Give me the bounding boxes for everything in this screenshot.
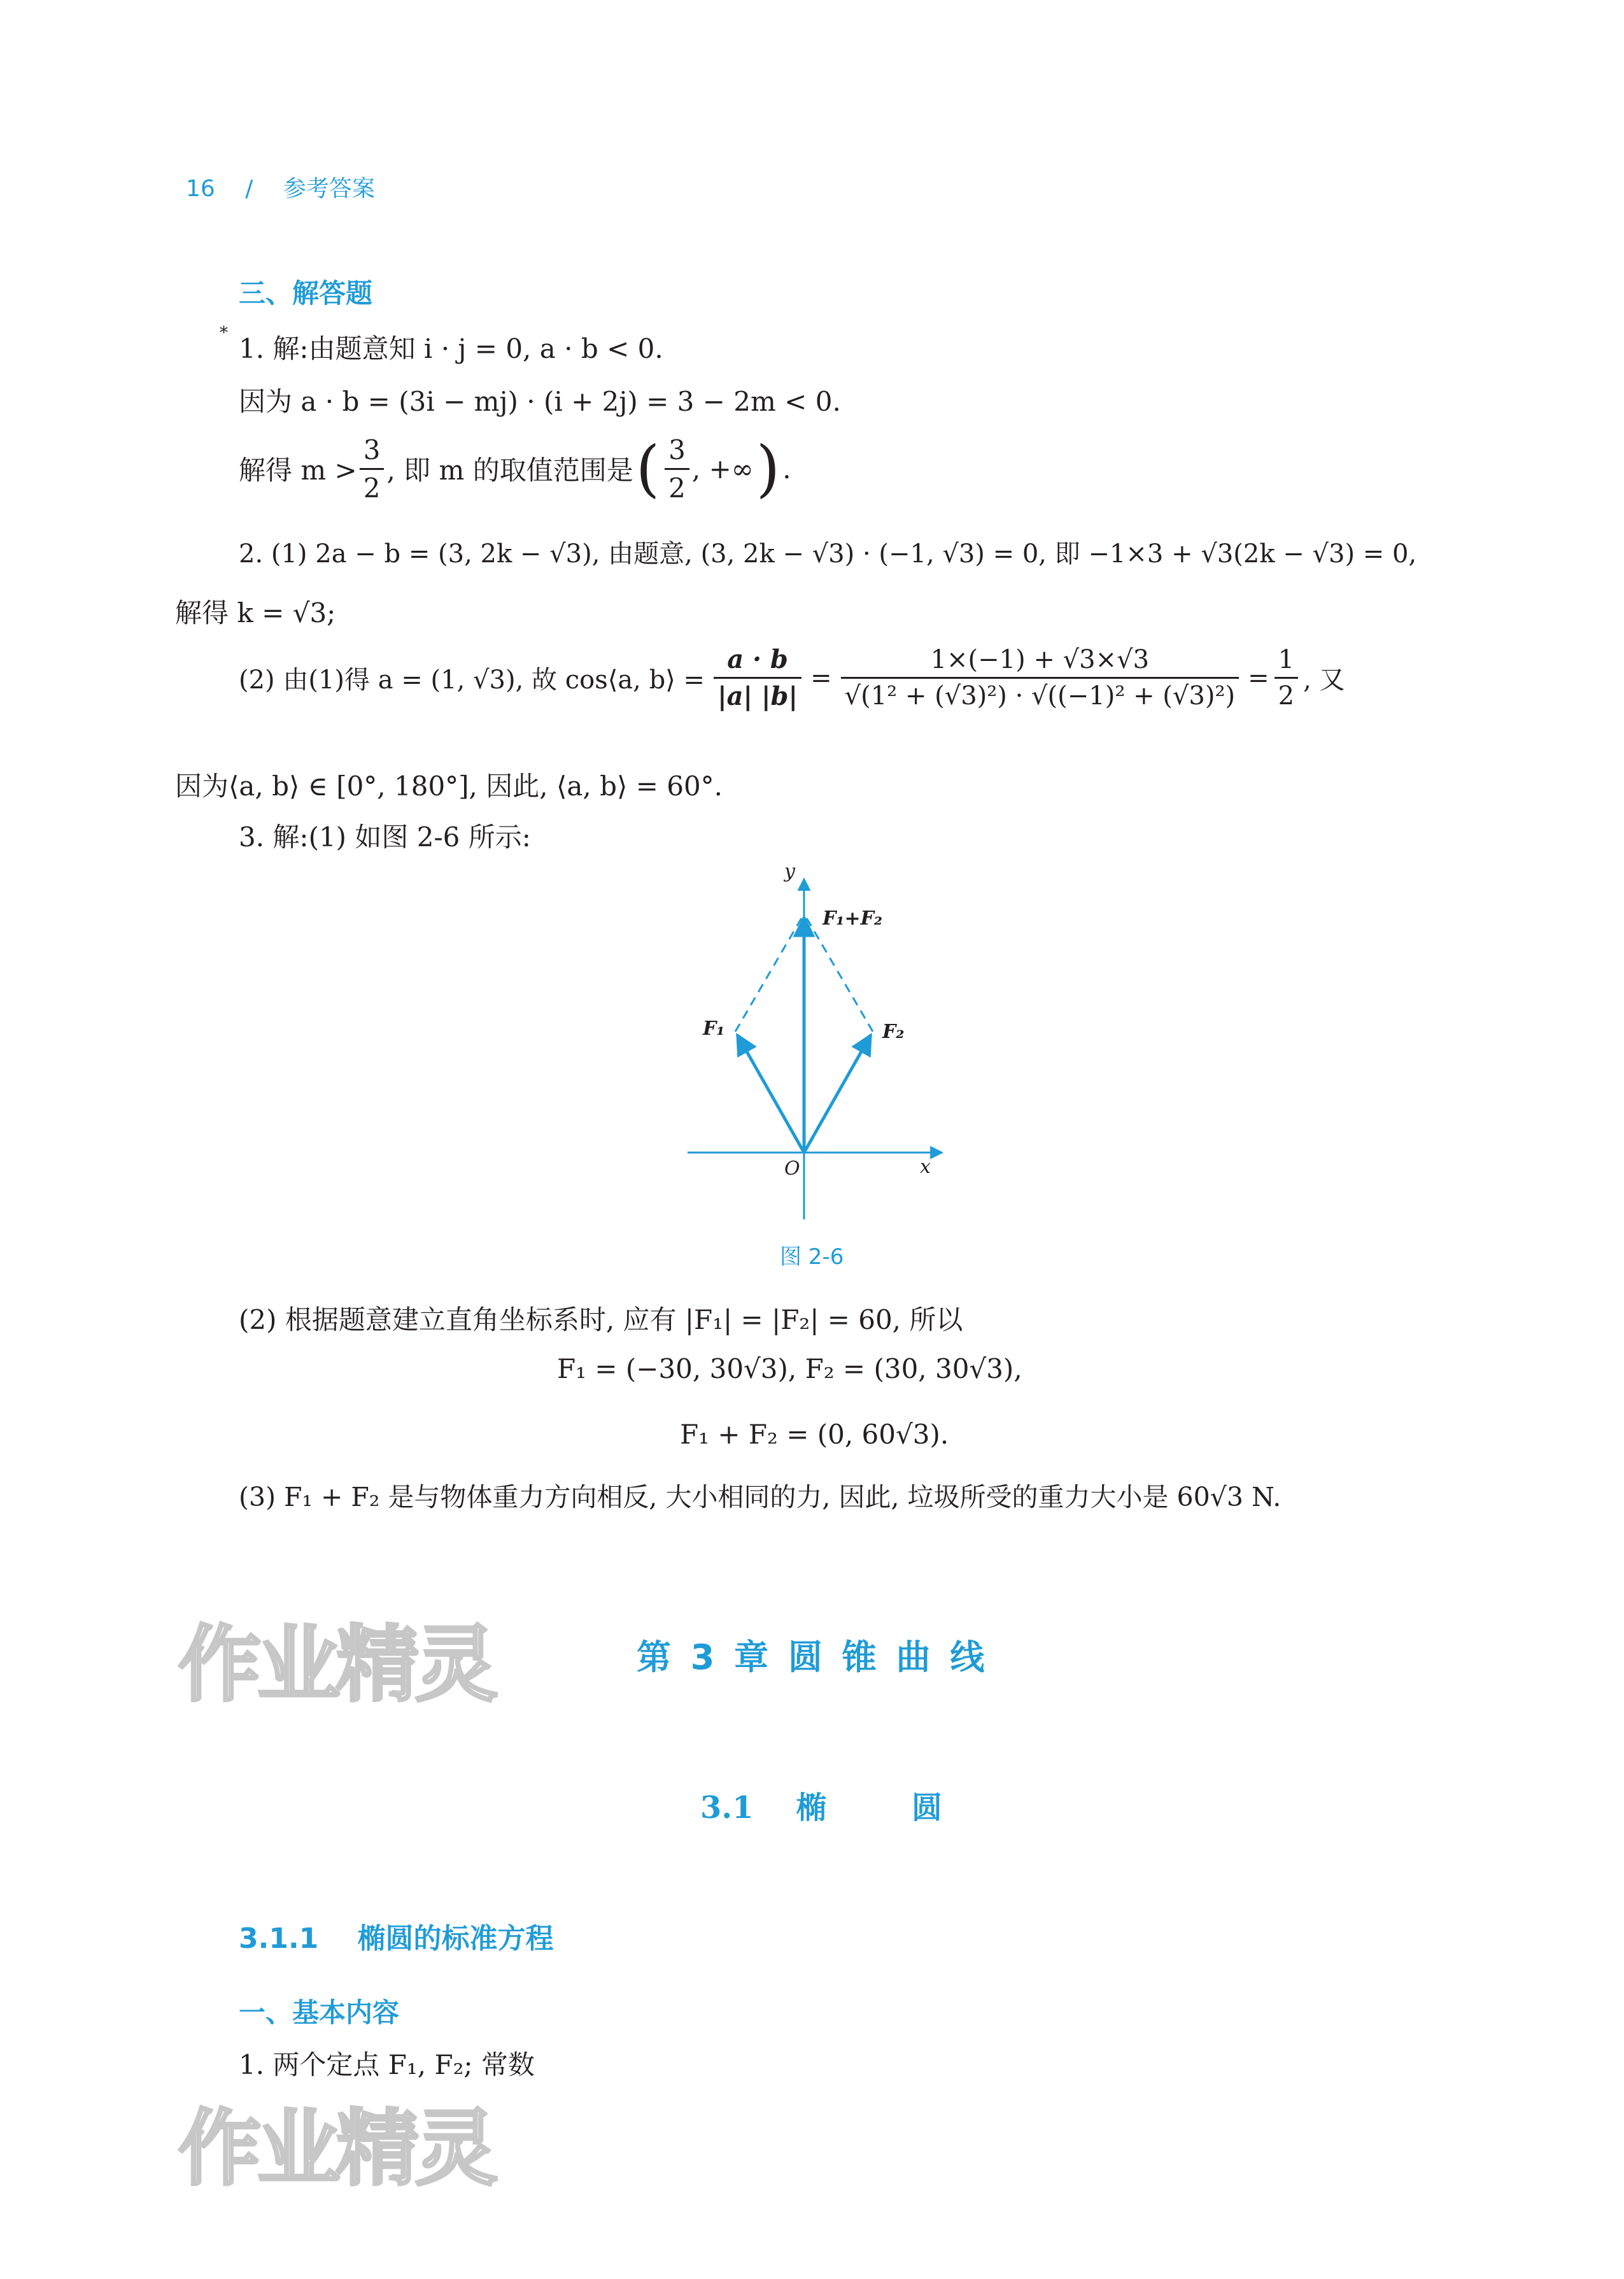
q1-line3: [239, 433, 791, 504]
q2-part1-line1: 2. (1) 2a − b = (3, 2k − √3), 由题意, (3, 2k − √3) · (−1, √3) = 0, 即 −1×3 + √3(2k − √3) = 0,: [239, 539, 1417, 569]
fraction-range-start: [665, 434, 689, 504]
q3-intro: 3. 解:(1) 如图 2-6 所示:: [239, 821, 531, 853]
subsection-title: 3.1.1 椭圆的标准方程: [239, 1922, 554, 1955]
fraction-denominator: |a| |b|: [714, 677, 801, 711]
q2-part2-line1: [239, 644, 1345, 711]
basic-item-1: 1. 两个定点 F₁, F₂; 常数: [239, 2049, 535, 2080]
vector-f1: [737, 1035, 804, 1153]
range-end: , +∞: [691, 453, 754, 485]
fraction-cosine-value: [841, 645, 1239, 711]
q1-line3-mid: , 即 m 的取值范围是: [386, 455, 633, 486]
q3-part2-eq1: F₁ = (−30, 30√3), F₂ = (30, 30√3),: [557, 1353, 1022, 1384]
fraction-one-half: [1274, 645, 1298, 711]
basic-content-heading: 一、基本内容: [239, 1997, 400, 2028]
running-header: [186, 171, 375, 203]
label-sum: F₁+F₂: [823, 907, 883, 930]
vector-f2: [804, 1035, 871, 1153]
header-separator: /: [245, 176, 253, 202]
dashed-edge-right: [804, 914, 873, 1032]
q2-part2-pre: (2) 由(1)得 a = (1, √3), 故 cos⟨a, b⟩ =: [239, 665, 705, 695]
label-x: x: [920, 1156, 931, 1178]
fraction-three-halves: [360, 434, 385, 504]
equals-sign: =: [1248, 663, 1269, 693]
q1-line1: 1. 解:由题意知 i · j = 0, a · b < 0.: [239, 333, 663, 364]
fraction-numerator: a · b: [727, 644, 788, 674]
section-heading-answers: 三、解答题: [239, 278, 373, 309]
open-paren: (: [635, 433, 660, 504]
chapter-title: 第 3 章 圆 锥 曲 线: [637, 1637, 989, 1677]
fraction-numerator: 3: [668, 434, 686, 465]
header-title: 参考答案: [283, 176, 375, 202]
starred-marker: *: [220, 323, 228, 343]
q1-line3-pre: 解得 m >: [239, 455, 357, 486]
section-title: 3.1 椭 圆: [700, 1790, 943, 1826]
q2-part1-line2: 解得 k = √3;: [175, 597, 336, 628]
q3-part2-line1: (2) 根据题意建立直角坐标系时, 应有 |F₁| = |F₂| = 60, 所以: [239, 1304, 963, 1335]
q3-part2-eq2: F₁ + F₂ = (0, 60√3).: [680, 1419, 949, 1450]
equals-sign: =: [810, 663, 832, 693]
label-f1: F₁: [703, 1018, 725, 1040]
watermark-bottom: 作业精灵: [178, 2100, 495, 2197]
fraction-denominator: 2: [665, 468, 689, 504]
fraction-numerator: 1: [1278, 645, 1295, 674]
q2-part2-line2: 因为⟨a, b⟩ ∈ [0°, 180°], 因此, ⟨a, b⟩ = 60°.: [175, 770, 723, 802]
label-origin: O: [784, 1158, 800, 1180]
q2-part2-tail: , 又: [1303, 665, 1345, 695]
dashed-edge-left: [735, 914, 804, 1032]
fraction-denominator: 2: [1274, 677, 1298, 711]
fraction-dot-over-norms: [714, 644, 801, 711]
q3-part3: (3) F₁ + F₂ 是与物体重力方向相反, 大小相同的力, 因此, 垃圾所受的重力大小是 60√3 N.: [239, 1482, 1282, 1512]
fraction-denominator: √(1² + (√3)²) · √((−1)² + (√3)²): [841, 677, 1239, 711]
close-paren: ): [756, 433, 780, 504]
label-f2: F₂: [882, 1021, 905, 1043]
q1-line3-end: .: [782, 453, 791, 485]
page-number: 16: [186, 176, 215, 202]
figure-caption: 图 2-6: [780, 1244, 844, 1270]
fraction-denominator: 2: [360, 468, 385, 504]
vector-figure: [675, 853, 980, 1223]
fraction-numerator: 3: [363, 434, 381, 465]
fraction-numerator: 1×(−1) + √3×√3: [930, 645, 1150, 674]
watermark-top: 作业精灵: [178, 1616, 495, 1713]
q1-line2: 因为 a · b = (3i − mj) · (i + 2j) = 3 − 2m < 0.: [239, 386, 841, 417]
label-y: y: [784, 860, 795, 883]
